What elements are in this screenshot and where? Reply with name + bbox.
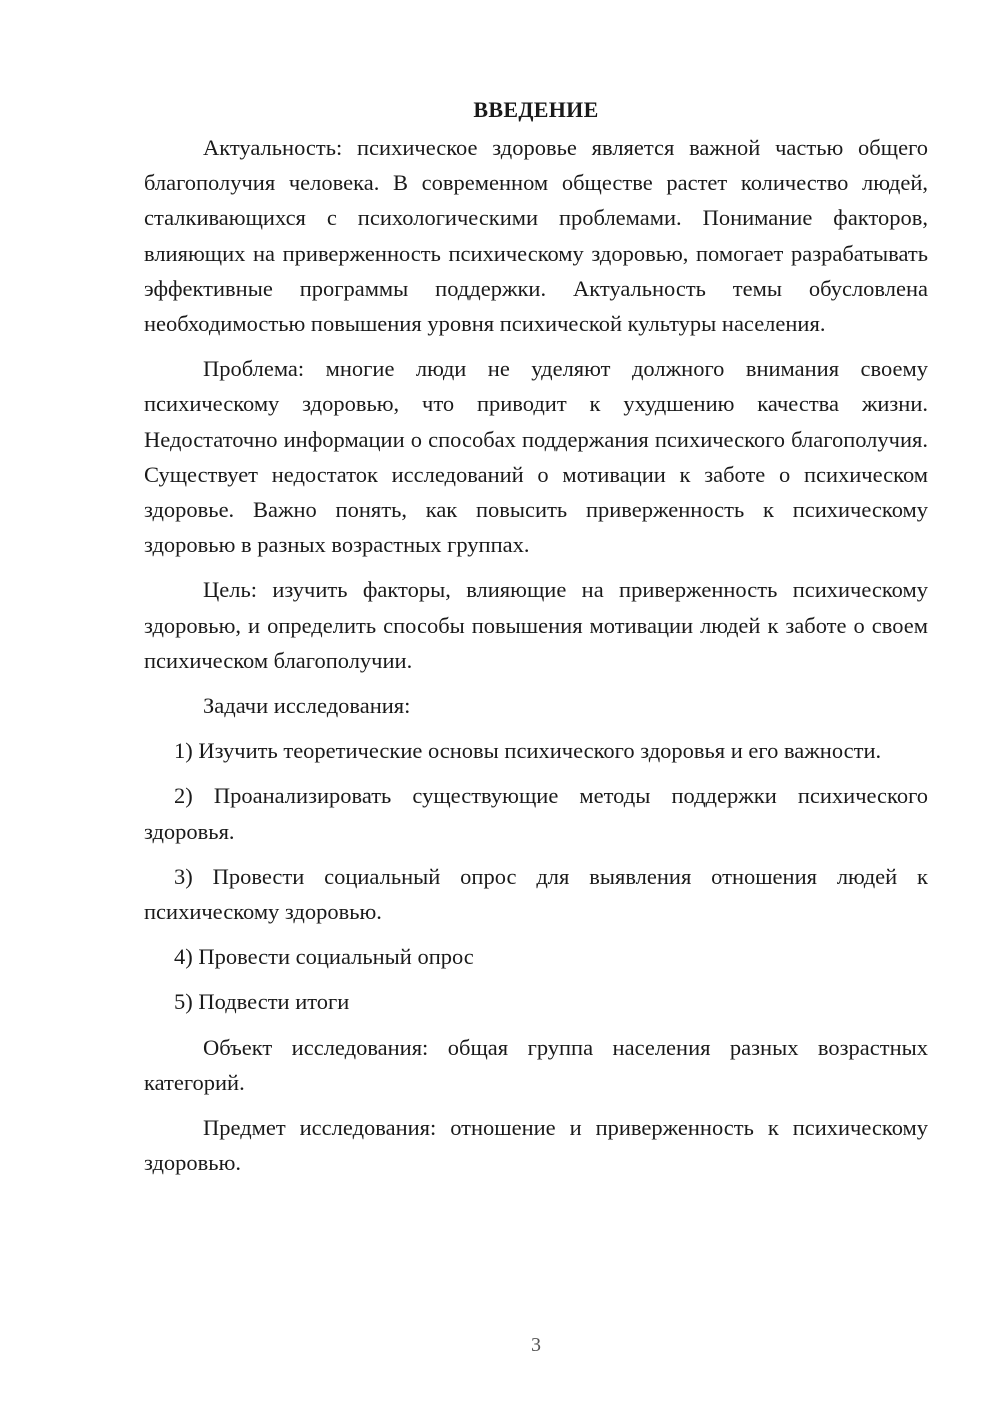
problem-paragraph: Проблема: многие люди не уделяют должного внимания своему психическому здоровью, что приводит к ухудшению качества жизни. Недостаточно информации о способах поддержания психического благополучия. Существует недостаток исследований о мотивации к заботе о психическом здоровье. Важно понять, как повысить приверженность к психическому здоровью в разных возрастных группах.: [144, 356, 928, 558]
goal-paragraph: Цель: изучить факторы, влияющие на приверженность психическому здоровью, и определить способы повышения мотивации людей к заботе о своем психическом благополучии.: [144, 577, 928, 673]
task-item-4: 4) Провести социальный опрос: [174, 944, 474, 970]
page-title: ВВЕДЕНИЕ: [473, 97, 599, 122]
object-paragraph: Объект исследования: общая группа населения разных возрастных категорий.: [144, 1034, 928, 1095]
tasks-heading: Задачи исследования:: [203, 693, 411, 719]
subject-paragraph: Предмет исследования: отношение и приверженность к психическому здоровью.: [144, 1115, 928, 1176]
page-content: [144, 92, 928, 1190]
task-item-1: 1) Изучить теоретические основы психического здоровья и его важности.: [174, 738, 882, 764]
task-item-3: 3) Провести социальный опрос для выявления отношения людей к психическому здоровью.: [144, 863, 928, 925]
page-number: 3: [531, 1334, 541, 1356]
task-item-2: 2) Проанализировать существующие методы поддержки психического здоровья.: [144, 783, 928, 844]
task-item-5: 5) Подвести итоги: [174, 989, 350, 1015]
relevance-paragraph: Актуальность: психическое здоровье является важной частью общего благополучия человека. В современном обществе растет количество людей, сталкивающихся с психологическими проблемами. Понимание факторов, влияющих на приверженность психическому здоровью, помогает разрабатывать эффективные программы поддержки. Актуальность темы обусловлена необходимостью повышения уровня психической культуры населения.: [144, 135, 928, 337]
